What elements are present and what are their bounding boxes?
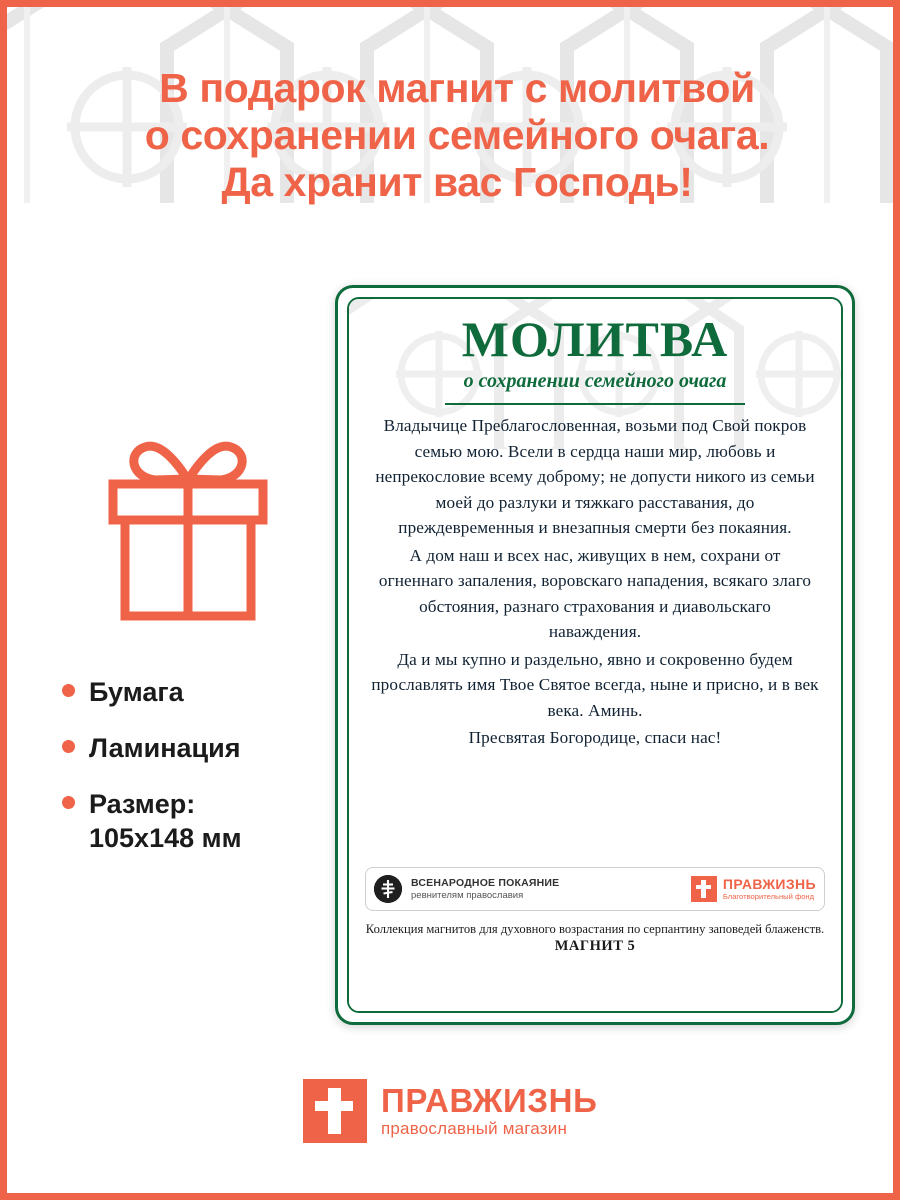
partner-name: ПРАВЖИЗНЬ: [722, 875, 816, 892]
brand-text: [381, 1083, 597, 1140]
magnet-card: [335, 285, 855, 1025]
list-item: [62, 731, 327, 765]
pravzhizn-mark-icon: [691, 876, 717, 902]
orthodox-cross-icon: [374, 875, 402, 903]
headline: [14, 65, 900, 206]
collection-note-text: Коллекция магнитов для духовного возрастания по серпантину заповедей блаженств.: [365, 922, 825, 936]
feature-label: Ламинация: [89, 733, 241, 763]
feature-label: Бумага: [89, 677, 184, 707]
fund-text: [411, 877, 691, 902]
brand-tagline: православный магазин: [381, 1118, 568, 1138]
prayer-paragraph: Владычице Преблагословенная, возьми под Свой покров семью мою. Всели в сердца наши мир, любовь и непрекословие всему доброму; не допусти никого из семьи моей до разлуки и тяжкаго расставания, до преждевременныя и внезапныя смерти без покаяния.: [375, 416, 815, 537]
features-list: [62, 675, 327, 877]
list-item: [62, 787, 327, 855]
feature-value-size: 105х148 мм: [89, 823, 242, 853]
magnet-card-inner: [347, 297, 843, 1013]
partner-logo: [691, 876, 816, 902]
brand-name: ПРАВЖИЗНЬ: [381, 1081, 598, 1119]
divider: [445, 403, 745, 405]
bullet-icon: [62, 740, 75, 753]
prayer-paragraph: Пресвятая Богородице, спаси нас!: [468, 728, 722, 747]
fund-subtitle: ревнителям православия: [411, 889, 524, 901]
card-footer: [365, 867, 825, 955]
prayer-paragraph: А дом наш и всех нас, живущих в нем, сохрани от огненнаго запаления, воровскаго нападения, всякаго злаго обстояния, разнаго страхования и диавольскаго наваждения.: [378, 545, 812, 641]
bullet-icon: [62, 684, 75, 697]
fund-bar: [365, 867, 825, 911]
prayer-title: МОЛИТВА: [461, 311, 729, 367]
gift-icon: [103, 432, 273, 632]
feature-label: Размер:: [89, 789, 196, 819]
partner-tagline: Благотворительный фонд: [722, 891, 815, 901]
headline-line-3: Да хранит вас Господь!: [221, 159, 693, 205]
pravzhizn-mark-icon: [303, 1079, 367, 1143]
partner-text: [723, 877, 816, 902]
magnet-number: МАГНИТ 5: [554, 938, 636, 954]
fund-title: ВСЕНАРОДНОЕ ПОКАЯНИЕ: [411, 876, 560, 889]
prayer-subtitle: о сохранении семейного очага: [463, 370, 727, 392]
headline-line-1: В подарок магнит с молитвой: [159, 65, 755, 111]
collection-note: [365, 921, 825, 955]
bullet-icon: [62, 796, 75, 809]
prayer-paragraph: Да и мы купно и раздельно, явно и сокровенно будем прославлять имя Твое Святое всегда, ныне и присно, и в век века. Аминь.: [371, 649, 819, 720]
brand-logo: [303, 1079, 597, 1143]
headline-line-2: о сохранении семейного очага.: [144, 112, 770, 158]
list-item: [62, 675, 327, 709]
card-content: [349, 299, 841, 751]
